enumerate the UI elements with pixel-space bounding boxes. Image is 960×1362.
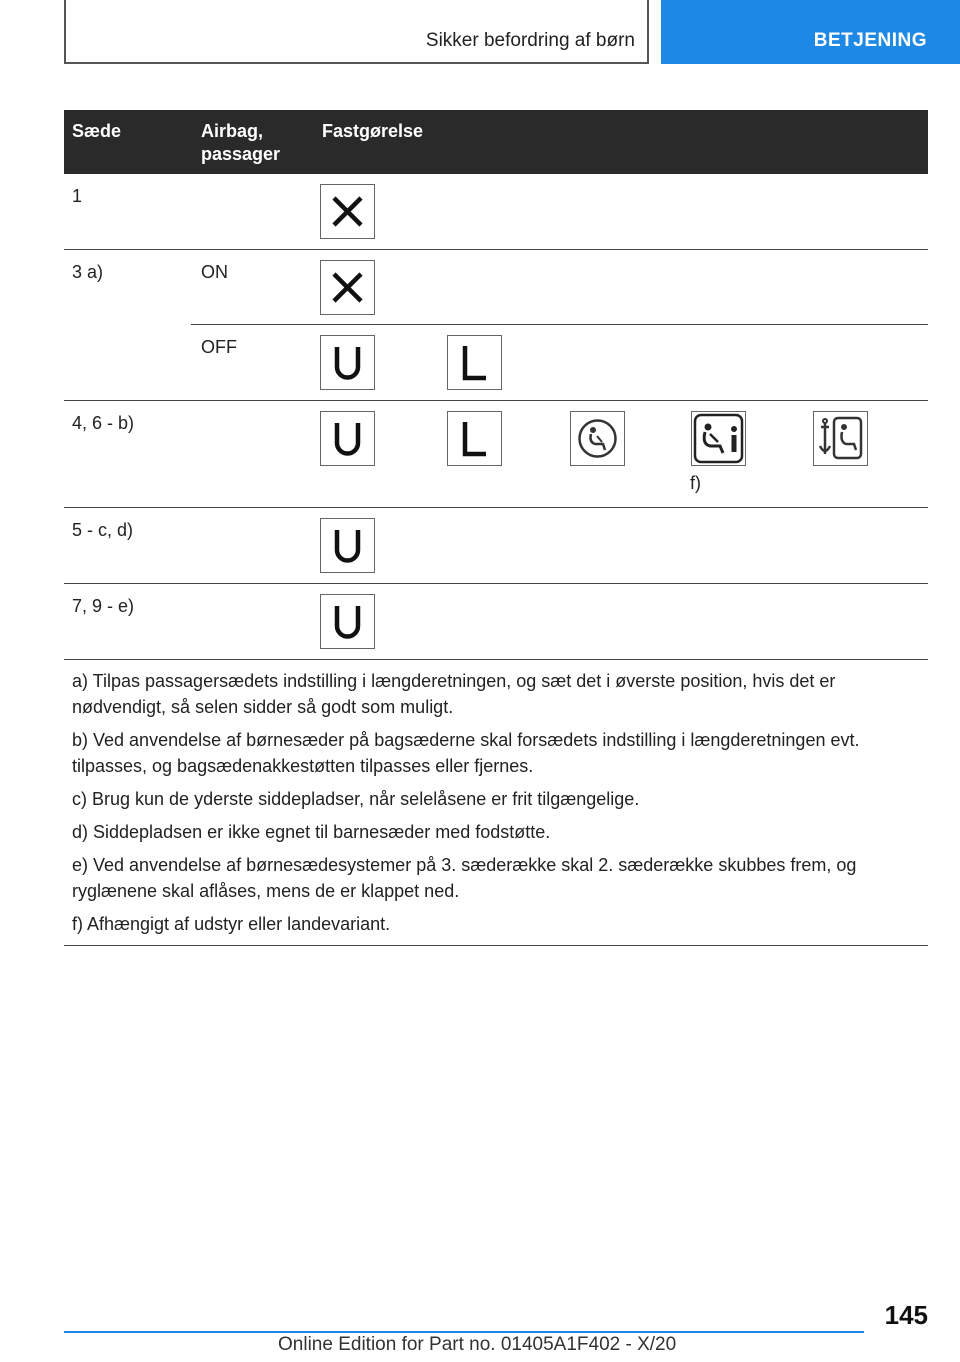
footer-divider: [64, 1331, 864, 1333]
table-row: [64, 401, 928, 508]
footnote-f: f) Afhængigt af udstyr eller landevariant.: [72, 914, 391, 934]
universal-u-icon: [320, 594, 375, 649]
footnote-c: c) Brug kun de yderste siddepladser, når selelåsene er frit tilgængelige.: [72, 789, 640, 809]
page-number: 145: [884, 1300, 928, 1330]
cross-icon: [320, 184, 375, 239]
footnote-b: b) Ved anvendelse af børnesæder på bagsæderne skal forsædets indstilling i længderetningen evt. tilpasses, og bagsædenakkestøtten tilpasses eller fjernes.: [72, 730, 860, 776]
column-header-airbag: Airbag, passager: [201, 121, 281, 164]
column-header-fastening: Fastgørelse: [322, 121, 424, 141]
column-header-seat: Sæde: [72, 121, 122, 141]
footnote-d: d) Siddepladsen er ikke egnet til barnesæder med fodstøtte.: [72, 822, 551, 842]
cross-icon: [320, 260, 375, 315]
universal-u-icon: [320, 335, 375, 390]
table-row: [64, 250, 928, 325]
universal-u-icon: [320, 518, 375, 573]
airbag-cell: OFF: [201, 337, 237, 357]
seat-cell: 1: [72, 186, 83, 206]
seat-cell: 7, 9 - e): [72, 596, 135, 616]
universal-u-icon: [320, 411, 375, 466]
seat-cell: 3 a): [72, 262, 104, 282]
isofix-i-size-icon: [691, 411, 746, 466]
table-footnotes: [64, 660, 928, 946]
seat-cell: 4, 6 - b): [72, 413, 135, 433]
table-row: [64, 508, 928, 584]
semi-universal-l-icon: [447, 411, 502, 466]
semi-universal-l-icon: [447, 335, 502, 390]
seat-cell: 5 - c, d): [72, 520, 134, 540]
table-row: [64, 325, 928, 401]
table-header: [64, 110, 928, 174]
chapter-title: Sikker befordring af børn: [425, 30, 635, 51]
footnote-a: a) Tilpas passagersædets indstilling i længderetningen, og sæt det i øverste position, hvis det er nødvendigt, så selen sidder så godt som muligt.: [72, 671, 836, 717]
section-tab[interactable]: [661, 0, 960, 64]
table-row: [64, 584, 928, 660]
child-seat-table: [64, 110, 928, 660]
child-seat-circle-icon: [570, 411, 625, 466]
airbag-cell: ON: [201, 262, 228, 282]
table-row: [64, 174, 928, 250]
anchor-child-seat-icon: [813, 411, 868, 466]
header-title-box: [64, 0, 649, 64]
footnote-e: e) Ved anvendelse af børnesædesystemer på 3. sæderække skal 2. sæderække skubbes frem, og ryglænene skal aflåses, mens de er klappet ned.: [72, 855, 857, 901]
edition-text: Online Edition for Part no. 01405A1F402 - X/20: [278, 1334, 677, 1355]
section-tab-label: BETJENING: [813, 30, 927, 51]
footnote-marker: f): [690, 473, 701, 493]
